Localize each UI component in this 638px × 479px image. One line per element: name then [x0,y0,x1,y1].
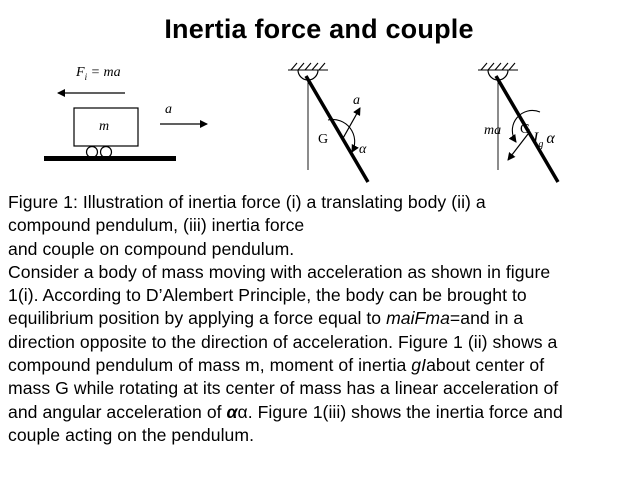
inertia-force-label-iii: ma [484,123,502,138]
support-hatch-iii [478,63,518,70]
wheel-left [87,147,98,158]
center-of-mass-label: G [318,132,329,147]
caption-line: compound pendulum, (iii) inertia force [8,215,305,236]
paragraph-line: couple acting on the pendulum. [8,424,255,445]
paragraph-line: direction opposite to the direction of acceleration. Figure 1 (ii) shows a [8,331,558,352]
translating-body-diagram [44,93,207,161]
wheel-right [101,147,112,158]
inertia-force-expression: maiFma [386,308,450,329]
center-of-mass-label-iii: G [520,122,531,137]
body-text [8,191,634,447]
paragraph-line: 1(i). According to D’Alembert Principle, the body can be brought to [8,285,527,306]
acceleration-label: a [165,102,172,117]
pendulum-rod [306,76,368,182]
moment-of-inertia-symbol: gI [411,355,427,376]
pendulum-diagram [288,63,368,182]
paragraph-line: compound pendulum of mass m, moment of inertia gIabout center of [8,355,545,376]
inertia-couple-label: $I_g$ α [533,130,555,151]
alpha-symbol: α [226,401,238,422]
caption-line: and couple on compound pendulum. [8,238,295,259]
inertia-force-label: $F_i$ = ma [76,65,121,82]
paragraph-line: and angular acceleration of αα. Figure 1(iii) shows the inertia force and [8,401,563,422]
ground [44,156,176,161]
accel-arrow-ii [342,108,360,140]
mass-label: m [99,119,110,134]
paragraph-line: mass G while rotating at its center of mass has a linear acceleration of [8,378,559,399]
pendulum-accel-label: a [353,93,360,108]
figure-1 [0,60,638,190]
support-hatch [288,63,328,70]
paragraph-line: equilibrium position by applying a force equal to maiFma=and in a [8,308,524,329]
paragraph-line: Consider a body of mass moving with acceleration as shown in figure [8,261,551,282]
caption-line: Figure 1: Illustration of inertia force (i) a translating body (ii) a [8,192,486,212]
slide-title: Inertia force and couple [164,14,474,44]
alpha-label: α [359,142,367,157]
inertia-force-arrow-iii [508,134,528,160]
